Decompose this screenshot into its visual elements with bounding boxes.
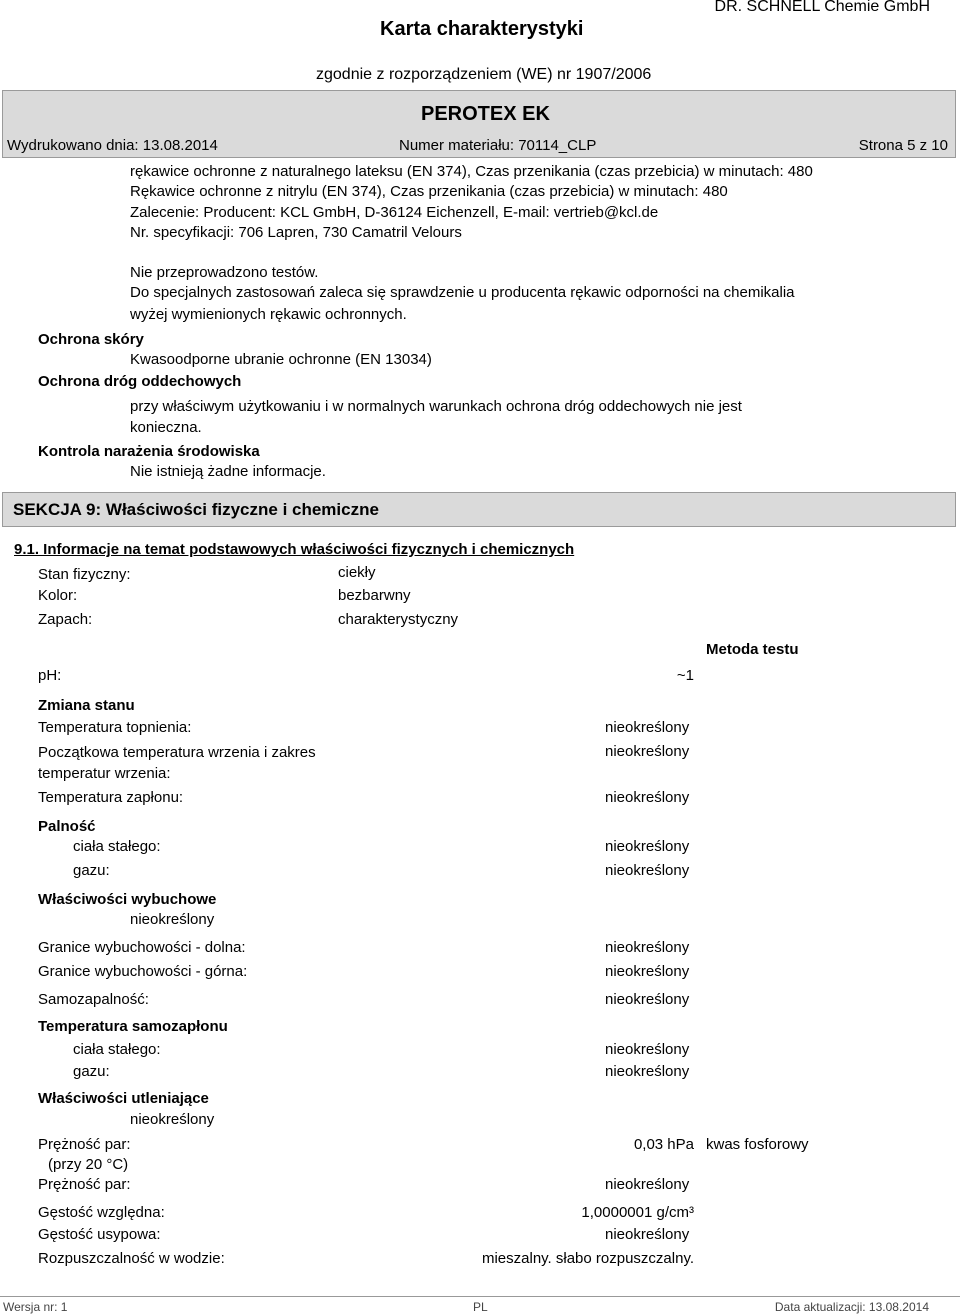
self-ignition-value: nieokreślony	[605, 991, 690, 1008]
melting-point-value: nieokreślony	[605, 719, 690, 736]
oxidizing-properties-value: nieokreślony	[130, 1111, 215, 1128]
lower-explosion-limit-value: nieokreślony	[605, 939, 690, 956]
self-ignition-label: Samozapalność:	[38, 991, 149, 1008]
odor-label: Zapach:	[38, 611, 93, 628]
color-label: Kolor:	[38, 587, 78, 604]
flammability-solid-value: nieokreślony	[605, 838, 690, 855]
explosive-properties-value: nieokreślony	[130, 911, 215, 928]
gloves-line-5: Nie przeprowadzono testów.	[130, 264, 319, 281]
page-number: Strona 5 z 10	[858, 137, 948, 154]
bulk-density-value: nieokreślony	[605, 1226, 690, 1243]
flammability-gas-value: nieokreślony	[605, 862, 690, 879]
vapor-pressure-label: Prężność par:	[38, 1136, 131, 1153]
lower-explosion-limit-label: Granice wybuchowości - dolna:	[38, 939, 246, 956]
autoignition-heading: Temperatura samozapłonu	[38, 1018, 228, 1035]
physical-state-value: ciekły	[338, 564, 376, 581]
product-name: PEROTEX EK	[421, 103, 550, 125]
water-solubility-label: Rozpuszczalność w wodzie:	[38, 1250, 225, 1267]
document-title: Karta charakterystyki	[380, 18, 584, 40]
flammability-gas-label: gazu:	[73, 862, 110, 879]
gloves-line-1: rękawice ochronne z naturalnego lateksu (EN 374), Czas przenikania (czas przebicia) w minutach: 480	[130, 163, 813, 180]
bulk-density-label: Gęstość usypowa:	[38, 1226, 161, 1243]
footer-update-date: Data aktualizacji: 13.08.2014	[774, 1300, 929, 1314]
vapor-pressure-2-label: Prężność par:	[38, 1176, 131, 1193]
print-date: Wydrukowano dnia: 13.08.2014	[7, 137, 218, 154]
gloves-line-7: wyżej wymienionych rękawic ochronnych.	[130, 306, 407, 323]
autoignition-gas-value: nieokreślony	[605, 1063, 690, 1080]
subsection-9-1-title: 9.1. Informacje na temat podstawowych właściwości fizycznych i chemicznych	[14, 541, 575, 558]
environment-text: Nie istnieją żadne informacje.	[130, 463, 326, 480]
gloves-line-3: Zalecenie: Producent: KCL GmbH, D-36124 Eichenzell, E-mail: vertrieb@kcl.de	[130, 204, 659, 221]
flash-point-label: Temperatura zapłonu:	[38, 789, 184, 806]
material-number: Numer materiału: 70114_CLP	[399, 137, 597, 154]
autoignition-solid-value: nieokreślony	[605, 1041, 690, 1058]
test-method-header: Metoda testu	[706, 641, 799, 658]
ph-value: ~1	[676, 667, 694, 684]
explosive-properties-heading: Właściwości wybuchowe	[38, 891, 217, 908]
respiratory-text-2: konieczna.	[130, 419, 202, 436]
ph-label: pH:	[38, 667, 62, 684]
oxidizing-properties-heading: Właściwości utleniające	[38, 1090, 209, 1107]
water-solubility-value: mieszalny. słabo rozpuszczalny.	[481, 1250, 694, 1267]
boiling-point-label-1: Początkowa temperatura wrzenia i zakres	[38, 744, 316, 761]
autoignition-gas-label: gazu:	[73, 1063, 110, 1080]
odor-value: charakterystyczny	[338, 611, 459, 628]
boiling-point-value: nieokreślony	[605, 743, 690, 760]
gloves-line-2: Rękawice ochronne z nitrylu (EN 374), Czas przenikania (czas przebicia) w minutach: 480	[130, 183, 728, 200]
upper-explosion-limit-value: nieokreślony	[605, 963, 690, 980]
vapor-pressure-value: 0,03 hPa	[633, 1136, 694, 1153]
upper-explosion-limit-label: Granice wybuchowości - górna:	[38, 963, 248, 980]
melting-point-label: Temperatura topnienia:	[38, 719, 192, 736]
gloves-line-6: Do specjalnych zastosowań zaleca się sprawdzenie u producenta rękawic odporności na chemikalia	[130, 284, 795, 301]
respiratory-protection-heading: Ochrona dróg oddechowych	[38, 373, 242, 390]
regulation-text: zgodnie z rozporządzeniem (WE) nr 1907/2006	[316, 66, 652, 83]
relative-density-label: Gęstość względna:	[38, 1204, 165, 1221]
company-name: DR. SCHNELL Chemie GmbH	[714, 0, 930, 15]
footer-divider	[0, 1296, 960, 1297]
respiratory-text-1: przy właściwym użytkowaniu i w normalnych warunkach ochrona dróg oddechowych nie jest	[130, 398, 742, 415]
footer-version: Wersja nr: 1	[3, 1300, 68, 1314]
relative-density-value: 1,0000001 g/cm³	[581, 1204, 694, 1221]
environment-heading: Kontrola narażenia środowiska	[38, 443, 260, 460]
gloves-line-4: Nr. specyfikacji: 706 Lapren, 730 Camatril Velours	[130, 224, 462, 241]
vapor-pressure-2-value: nieokreślony	[605, 1176, 690, 1193]
flammability-heading: Palność	[38, 818, 96, 835]
state-change-heading: Zmiana stanu	[38, 697, 135, 714]
vapor-pressure-method: kwas fosforowy	[706, 1136, 809, 1153]
skin-protection-text: Kwasoodporne ubranie ochronne (EN 13034)	[130, 351, 432, 368]
vapor-pressure-condition: (przy 20 °C)	[48, 1156, 129, 1173]
skin-protection-heading: Ochrona skóry	[38, 331, 144, 348]
flash-point-value: nieokreślony	[605, 789, 690, 806]
color-value: bezbarwny	[338, 587, 411, 604]
section-9-title: SEKCJA 9: Właściwości fizyczne i chemiczne	[13, 500, 379, 519]
flammability-solid-label: ciała stałego:	[73, 838, 161, 855]
autoignition-solid-label: ciała stałego:	[73, 1041, 161, 1058]
boiling-point-label-2: temperatur wrzenia:	[38, 765, 171, 782]
physical-state-label: Stan fizyczny:	[38, 566, 131, 583]
footer-language: PL	[473, 1300, 488, 1314]
